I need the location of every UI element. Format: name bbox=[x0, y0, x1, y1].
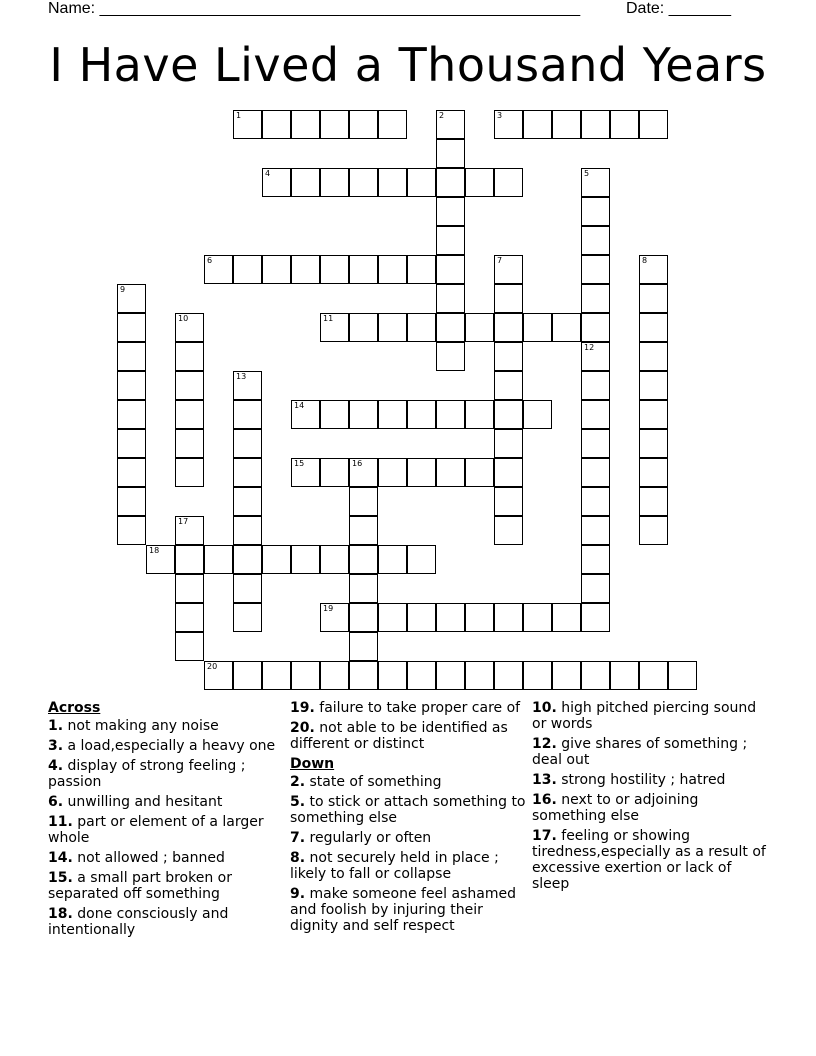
grid-cell[interactable] bbox=[349, 603, 378, 632]
grid-cell[interactable] bbox=[320, 603, 349, 632]
clue-item bbox=[48, 738, 284, 754]
grid-cell[interactable] bbox=[378, 545, 407, 574]
grid-cell[interactable] bbox=[639, 400, 668, 429]
date-field[interactable]: Date: _______ bbox=[626, 0, 731, 17]
grid-cell[interactable] bbox=[378, 168, 407, 197]
clue-item bbox=[532, 700, 768, 732]
clue-item-number: 5. bbox=[290, 794, 306, 810]
clue-item-text: next to or adjoining something else bbox=[532, 792, 699, 824]
clue-number: 11 bbox=[323, 314, 334, 323]
clue-item bbox=[290, 794, 526, 826]
grid-cell[interactable] bbox=[407, 603, 436, 632]
grid-cell[interactable] bbox=[320, 110, 349, 139]
grid-cell[interactable] bbox=[610, 110, 639, 139]
grid-cell[interactable] bbox=[233, 371, 262, 400]
grid-cell[interactable] bbox=[320, 168, 349, 197]
grid-cell[interactable] bbox=[581, 197, 610, 226]
grid-cell[interactable] bbox=[465, 603, 494, 632]
clue-item-text: high pitched piercing sound or words bbox=[532, 700, 757, 732]
grid-cell[interactable] bbox=[291, 400, 320, 429]
clue-number: 2 bbox=[439, 111, 445, 120]
grid-cell[interactable] bbox=[233, 110, 262, 139]
grid-cell[interactable] bbox=[117, 429, 146, 458]
grid-cell[interactable] bbox=[146, 545, 175, 574]
grid-cell[interactable] bbox=[291, 545, 320, 574]
clue-number: 12 bbox=[584, 343, 595, 352]
clue-number: 13 bbox=[236, 372, 247, 381]
grid-cell[interactable] bbox=[117, 487, 146, 516]
grid-cell[interactable] bbox=[494, 487, 523, 516]
grid-cell[interactable] bbox=[233, 603, 262, 632]
clue-item-text: not able to be identified as different or distinct bbox=[290, 720, 508, 752]
grid-cell[interactable] bbox=[639, 661, 668, 690]
clue-item-text: feeling or showing tiredness,especially as a result of excessive exertion or lack of sleep bbox=[532, 828, 766, 892]
grid-cell[interactable] bbox=[262, 110, 291, 139]
grid-cell[interactable] bbox=[523, 400, 552, 429]
grid-cell[interactable] bbox=[349, 458, 378, 487]
grid-cell[interactable] bbox=[436, 197, 465, 226]
clue-item-number: 10. bbox=[532, 700, 557, 716]
clue-item-text: unwilling and hesitant bbox=[63, 794, 223, 810]
clue-item-text: regularly or often bbox=[305, 830, 432, 846]
clue-item-number: 1. bbox=[48, 718, 64, 734]
grid-cell[interactable] bbox=[639, 255, 668, 284]
grid-cell[interactable] bbox=[204, 255, 233, 284]
grid-cell[interactable] bbox=[581, 661, 610, 690]
clue-number: 8 bbox=[642, 256, 648, 265]
clue-item-text: strong hostility ; hatred bbox=[556, 772, 726, 788]
grid-cell[interactable] bbox=[581, 400, 610, 429]
grid-cell[interactable] bbox=[494, 429, 523, 458]
clue-item-text: make someone feel ashamed and foolish by injuring their dignity and self respect bbox=[290, 886, 516, 934]
grid-cell[interactable] bbox=[117, 371, 146, 400]
grid-cell[interactable] bbox=[465, 458, 494, 487]
grid-cell[interactable] bbox=[291, 255, 320, 284]
grid-cell[interactable] bbox=[436, 661, 465, 690]
grid-cell[interactable] bbox=[639, 487, 668, 516]
grid-cell[interactable] bbox=[581, 168, 610, 197]
clue-item-number: 9. bbox=[290, 886, 306, 902]
grid-cell[interactable] bbox=[436, 255, 465, 284]
grid-cell[interactable] bbox=[233, 545, 262, 574]
grid-cell[interactable] bbox=[639, 458, 668, 487]
grid-cell[interactable] bbox=[175, 603, 204, 632]
clue-item-number: 11. bbox=[48, 814, 73, 830]
grid-cell[interactable] bbox=[378, 110, 407, 139]
grid-cell[interactable] bbox=[494, 516, 523, 545]
grid-cell[interactable] bbox=[407, 545, 436, 574]
clue-item-number: 18. bbox=[48, 906, 73, 922]
grid-cell[interactable] bbox=[204, 661, 233, 690]
grid-cell[interactable] bbox=[233, 458, 262, 487]
grid-cell[interactable] bbox=[349, 255, 378, 284]
grid-cell[interactable] bbox=[581, 226, 610, 255]
grid-cell[interactable] bbox=[320, 255, 349, 284]
grid-cell[interactable] bbox=[523, 110, 552, 139]
grid-cell[interactable] bbox=[465, 313, 494, 342]
grid-cell[interactable] bbox=[117, 313, 146, 342]
grid-cell[interactable] bbox=[233, 400, 262, 429]
grid-cell[interactable] bbox=[349, 516, 378, 545]
grid-cell[interactable] bbox=[291, 110, 320, 139]
clue-number: 14 bbox=[294, 401, 305, 410]
grid-cell[interactable] bbox=[494, 400, 523, 429]
grid-cell[interactable] bbox=[610, 661, 639, 690]
across-clue-list bbox=[48, 718, 284, 938]
grid-cell[interactable] bbox=[581, 371, 610, 400]
grid-cell[interactable] bbox=[436, 342, 465, 371]
grid-cell[interactable] bbox=[494, 168, 523, 197]
clue-item-text: state of something bbox=[305, 774, 442, 790]
grid-cell[interactable] bbox=[262, 545, 291, 574]
grid-cell[interactable] bbox=[552, 603, 581, 632]
clues-column-3 bbox=[532, 700, 768, 896]
grid-cell[interactable] bbox=[378, 313, 407, 342]
grid-cell[interactable] bbox=[233, 574, 262, 603]
grid-cell[interactable] bbox=[407, 400, 436, 429]
grid-cell[interactable] bbox=[378, 458, 407, 487]
grid-cell[interactable] bbox=[465, 661, 494, 690]
grid-cell[interactable] bbox=[320, 545, 349, 574]
name-field[interactable]: Name: ______________________________________________________ bbox=[48, 0, 581, 17]
clue-item-number: 16. bbox=[532, 792, 557, 808]
grid-cell[interactable] bbox=[349, 110, 378, 139]
grid-cell[interactable] bbox=[581, 458, 610, 487]
clue-item bbox=[290, 720, 526, 752]
clue-item bbox=[48, 814, 284, 846]
clue-item-text: failure to take proper care of bbox=[314, 700, 521, 716]
grid-cell[interactable] bbox=[175, 400, 204, 429]
down-clue-list-continued bbox=[532, 700, 768, 892]
clue-item-text: done consciously and intentionally bbox=[48, 906, 229, 938]
grid-cell[interactable] bbox=[175, 429, 204, 458]
clue-number: 19 bbox=[323, 604, 334, 613]
grid-cell[interactable] bbox=[233, 487, 262, 516]
clue-item bbox=[48, 906, 284, 938]
grid-cell[interactable] bbox=[523, 603, 552, 632]
clue-item bbox=[48, 758, 284, 790]
clue-item-number: 7. bbox=[290, 830, 306, 846]
grid-cell[interactable] bbox=[581, 545, 610, 574]
clue-item-text: not allowed ; banned bbox=[72, 850, 225, 866]
grid-cell[interactable] bbox=[494, 110, 523, 139]
grid-cell[interactable] bbox=[494, 284, 523, 313]
grid-cell[interactable] bbox=[349, 632, 378, 661]
grid-cell[interactable] bbox=[552, 661, 581, 690]
grid-cell[interactable] bbox=[436, 458, 465, 487]
clue-number: 5 bbox=[584, 169, 590, 178]
clue-item-text: a load,especially a heavy one bbox=[63, 738, 276, 754]
clue-item-number: 14. bbox=[48, 850, 73, 866]
clue-item-number: 12. bbox=[532, 736, 557, 752]
clues-column-1 bbox=[48, 700, 284, 942]
grid-cell[interactable] bbox=[320, 400, 349, 429]
clue-item-text: part or element of a larger whole bbox=[48, 814, 264, 846]
grid-cell[interactable] bbox=[639, 516, 668, 545]
grid-cell[interactable] bbox=[639, 429, 668, 458]
grid-cell[interactable] bbox=[552, 110, 581, 139]
clue-number: 17 bbox=[178, 517, 189, 526]
grid-cell[interactable] bbox=[436, 226, 465, 255]
clue-item-text: not securely held in place ; likely to fall or collapse bbox=[290, 850, 499, 882]
grid-cell[interactable] bbox=[262, 661, 291, 690]
grid-cell[interactable] bbox=[465, 168, 494, 197]
grid-cell[interactable] bbox=[494, 603, 523, 632]
clue-number: 6 bbox=[207, 256, 213, 265]
clue-item-number: 2. bbox=[290, 774, 306, 790]
grid-cell[interactable] bbox=[581, 516, 610, 545]
grid-cell[interactable] bbox=[581, 255, 610, 284]
grid-cell[interactable] bbox=[349, 400, 378, 429]
grid-cell[interactable] bbox=[175, 545, 204, 574]
grid-cell[interactable] bbox=[175, 632, 204, 661]
clue-item-number: 8. bbox=[290, 850, 306, 866]
clue-item-text: a small part broken or separated off something bbox=[48, 870, 232, 902]
grid-cell[interactable] bbox=[552, 313, 581, 342]
clue-item bbox=[532, 736, 768, 768]
grid-cell[interactable] bbox=[117, 284, 146, 313]
grid-cell[interactable] bbox=[233, 429, 262, 458]
grid-cell[interactable] bbox=[407, 458, 436, 487]
grid-cell[interactable] bbox=[639, 284, 668, 313]
grid-cell[interactable] bbox=[291, 168, 320, 197]
grid-cell[interactable] bbox=[349, 487, 378, 516]
grid-cell[interactable] bbox=[378, 400, 407, 429]
clue-item bbox=[48, 718, 284, 734]
grid-cell[interactable] bbox=[581, 487, 610, 516]
grid-cell[interactable] bbox=[320, 313, 349, 342]
across-clue-list-continued bbox=[290, 700, 526, 752]
grid-cell[interactable] bbox=[407, 313, 436, 342]
grid-cell[interactable] bbox=[639, 342, 668, 371]
grid-cell[interactable] bbox=[581, 429, 610, 458]
clue-item-number: 6. bbox=[48, 794, 64, 810]
grid-cell[interactable] bbox=[349, 574, 378, 603]
clue-item bbox=[290, 886, 526, 934]
clue-number: 15 bbox=[294, 459, 305, 468]
clue-item-number: 4. bbox=[48, 758, 64, 774]
grid-cell[interactable] bbox=[494, 661, 523, 690]
clue-item bbox=[532, 772, 768, 788]
grid-cell[interactable] bbox=[523, 661, 552, 690]
clue-number: 20 bbox=[207, 662, 218, 671]
grid-cell[interactable] bbox=[436, 313, 465, 342]
grid-cell[interactable] bbox=[581, 110, 610, 139]
grid-cell[interactable] bbox=[175, 458, 204, 487]
grid-cell[interactable] bbox=[117, 400, 146, 429]
clue-item-text: give shares of something ; deal out bbox=[532, 736, 748, 768]
clue-item bbox=[48, 794, 284, 810]
grid-cell[interactable] bbox=[378, 255, 407, 284]
grid-cell[interactable] bbox=[523, 313, 552, 342]
grid-cell[interactable] bbox=[349, 168, 378, 197]
grid-cell[interactable] bbox=[436, 400, 465, 429]
page-title: I Have Lived a Thousand Years bbox=[49, 38, 767, 92]
clue-item-text: not making any noise bbox=[63, 718, 219, 734]
clue-item-number: 19. bbox=[290, 700, 315, 716]
grid-cell[interactable] bbox=[436, 110, 465, 139]
grid-cell[interactable] bbox=[291, 458, 320, 487]
grid-cell[interactable] bbox=[262, 255, 291, 284]
grid-cell[interactable] bbox=[320, 661, 349, 690]
grid-cell[interactable] bbox=[175, 342, 204, 371]
across-heading: Across bbox=[48, 700, 101, 716]
down-heading: Down bbox=[290, 756, 335, 772]
down-clue-list bbox=[290, 774, 526, 934]
clue-item bbox=[532, 792, 768, 824]
grid-cell[interactable] bbox=[349, 313, 378, 342]
grid-cell[interactable] bbox=[175, 516, 204, 545]
grid-cell[interactable] bbox=[349, 661, 378, 690]
grid-cell[interactable] bbox=[407, 168, 436, 197]
clue-item bbox=[532, 828, 768, 892]
grid-cell[interactable] bbox=[639, 313, 668, 342]
grid-cell[interactable] bbox=[581, 574, 610, 603]
grid-cell[interactable] bbox=[117, 458, 146, 487]
clue-number: 16 bbox=[352, 459, 363, 468]
grid-cell[interactable] bbox=[436, 168, 465, 197]
grid-cell[interactable] bbox=[581, 313, 610, 342]
grid-cell[interactable] bbox=[233, 661, 262, 690]
clue-number: 10 bbox=[178, 314, 189, 323]
clue-number: 3 bbox=[497, 111, 503, 120]
clue-item bbox=[290, 774, 526, 790]
grid-cell[interactable] bbox=[581, 342, 610, 371]
clue-item bbox=[48, 870, 284, 902]
clue-item-number: 20. bbox=[290, 720, 315, 736]
grid-cell[interactable] bbox=[378, 661, 407, 690]
grid-cell[interactable] bbox=[494, 342, 523, 371]
grid-cell[interactable] bbox=[117, 342, 146, 371]
clue-item bbox=[290, 850, 526, 882]
grid-cell[interactable] bbox=[639, 110, 668, 139]
grid-cell[interactable] bbox=[494, 458, 523, 487]
grid-cell[interactable] bbox=[639, 371, 668, 400]
clue-item-text: to stick or attach something to something else bbox=[290, 794, 526, 826]
grid-cell[interactable] bbox=[436, 284, 465, 313]
clue-number: 4 bbox=[265, 169, 271, 178]
grid-cell[interactable] bbox=[436, 139, 465, 168]
clue-item-number: 17. bbox=[532, 828, 557, 844]
grid-cell[interactable] bbox=[494, 313, 523, 342]
grid-cell[interactable] bbox=[349, 545, 378, 574]
clue-number: 9 bbox=[120, 285, 126, 294]
grid-cell[interactable] bbox=[175, 313, 204, 342]
grid-cell[interactable] bbox=[581, 284, 610, 313]
grid-cell[interactable] bbox=[407, 255, 436, 284]
grid-cell[interactable] bbox=[494, 371, 523, 400]
clue-item-number: 3. bbox=[48, 738, 64, 754]
grid-cell[interactable] bbox=[581, 603, 610, 632]
grid-cell[interactable] bbox=[465, 400, 494, 429]
clue-number: 7 bbox=[497, 256, 503, 265]
grid-cell[interactable] bbox=[233, 516, 262, 545]
clue-number: 1 bbox=[236, 111, 242, 120]
grid-cell[interactable] bbox=[668, 661, 697, 690]
clues-column-2 bbox=[290, 700, 526, 938]
grid-cell[interactable] bbox=[175, 371, 204, 400]
grid-cell[interactable] bbox=[407, 661, 436, 690]
clue-item bbox=[290, 700, 526, 716]
grid-cell[interactable] bbox=[233, 255, 262, 284]
grid-cell[interactable] bbox=[378, 603, 407, 632]
grid-cell[interactable] bbox=[117, 516, 146, 545]
grid-cell[interactable] bbox=[320, 458, 349, 487]
clue-item bbox=[48, 850, 284, 866]
grid-cell[interactable] bbox=[175, 574, 204, 603]
grid-cell[interactable] bbox=[262, 168, 291, 197]
clue-item-number: 15. bbox=[48, 870, 73, 886]
grid-cell[interactable] bbox=[204, 545, 233, 574]
grid-cell[interactable] bbox=[291, 661, 320, 690]
grid-cell[interactable] bbox=[436, 603, 465, 632]
clue-number: 18 bbox=[149, 546, 160, 555]
grid-cell[interactable] bbox=[494, 255, 523, 284]
clue-item-number: 13. bbox=[532, 772, 557, 788]
clue-item bbox=[290, 830, 526, 846]
clue-item-text: display of strong feeling ; passion bbox=[48, 758, 246, 790]
